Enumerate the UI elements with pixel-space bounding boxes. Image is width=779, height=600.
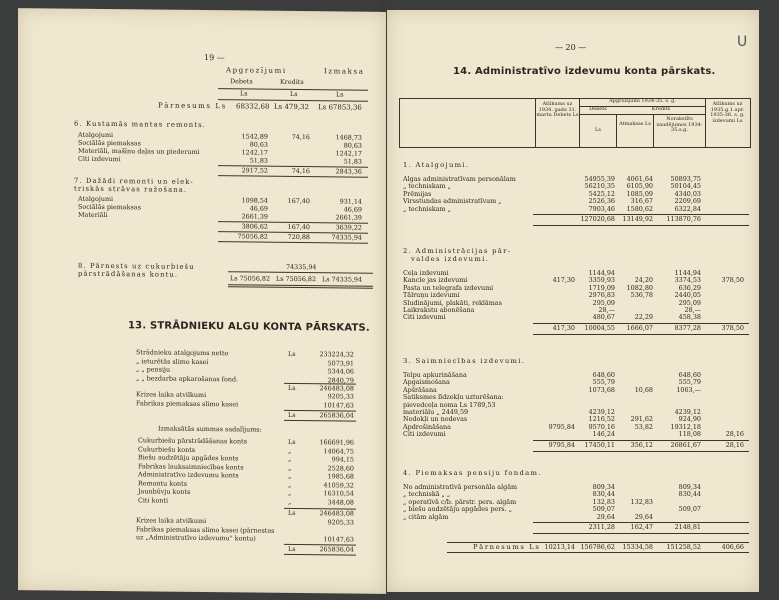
- ledger-debets: 1242,17: [241, 148, 268, 157]
- section-8-final-debets: Ls 75056,82: [230, 274, 271, 283]
- header-izmaksa: Izmaksa: [324, 67, 365, 76]
- expense-deb: 146,24: [592, 430, 615, 439]
- rule: [284, 420, 356, 422]
- wage-currency: Ls: [288, 410, 296, 419]
- expense-last: 378,50: [721, 276, 744, 285]
- page-number: — 20 —: [555, 43, 587, 52]
- expense-label: „ techniskā „ „: [403, 490, 451, 499]
- page-number: 19 —: [204, 53, 225, 63]
- footer-noraksts: 151258,52: [666, 543, 701, 551]
- expense-deb: 9570,16: [588, 422, 615, 431]
- expense-label: Tālruņu izdevumi: [403, 291, 460, 300]
- wage-label: Cukurbiešu konts: [138, 444, 196, 454]
- expense-deb: 56210,35: [584, 182, 615, 191]
- expense-atm: 291,62: [630, 415, 653, 424]
- expense-last: 28,16: [725, 430, 744, 439]
- section-6-title: 6. Kustamās mantas remonts.: [74, 119, 206, 130]
- wage-label: Biešu audzētāju apgādes konts: [138, 453, 239, 463]
- section-title: 1. Atalgojumi.: [403, 161, 470, 169]
- wage-label: Strādnieku atalgojums netto: [136, 348, 229, 358]
- expense-nor: 555,79: [678, 378, 701, 387]
- section-title: valdes izdevumi.: [411, 255, 490, 263]
- expense-nor: 648,60: [678, 371, 701, 379]
- margin-mark: U: [737, 34, 748, 50]
- expense-nor: 458,38: [678, 313, 701, 322]
- ledger-izmaksa: 51,83: [343, 157, 362, 166]
- wage-subtotal: 246483,08: [319, 509, 354, 518]
- expense-deb: 4239,12: [588, 408, 615, 416]
- expense-nor: 924,90: [678, 415, 701, 424]
- wage-currency: „: [288, 446, 292, 455]
- col-header-kredits: Kredits: [651, 106, 671, 112]
- col-header-group: Apgrozījumi 1934-35. s. g.: [609, 98, 676, 104]
- expense-deb: 2976,83: [588, 291, 615, 300]
- col-header-balance: Atlikums uz 1934. gada 31. martu Debets Ls: [536, 101, 579, 119]
- section-14-heading: 14. Administratīvo izdevumu konta pārskats.: [453, 66, 716, 77]
- expense-label: Pasta un telegrafa izdevumi: [403, 283, 494, 292]
- expense-deb: 28,—: [598, 306, 615, 314]
- carry-over-kredits: Ls 479,32: [274, 102, 309, 112]
- carry-over-izmaksa: Ls 67853,36: [318, 103, 362, 112]
- section-13-heading: 13. STRĀDNIEKU ALGU KONTA PĀRSKATS.: [128, 320, 370, 334]
- wage-label: Fabrikas lauksaimniecības konts: [138, 461, 244, 471]
- wage-currency: Ls: [288, 349, 296, 358]
- ledger-kredits: 74,16: [291, 132, 310, 142]
- expense-atm: 1085,09: [626, 189, 653, 198]
- section-8-amount: 74335,94: [286, 262, 317, 272]
- wage-value: 166691,96: [319, 438, 354, 447]
- wage-value: 1985,68: [327, 472, 354, 481]
- expense-deb: 54955,39: [584, 175, 615, 183]
- rule: [218, 175, 368, 178]
- header-ls: Ls: [290, 89, 298, 99]
- ledger-total-debets: 2917,52: [241, 166, 268, 175]
- expense-nor: 809,34: [678, 483, 701, 491]
- expense-label: pievedceļa noma Ls 1789,53: [403, 400, 496, 409]
- section-total-nor: 8377,28: [674, 323, 701, 332]
- section-total-atm: 356,12: [630, 440, 653, 449]
- expense-nor: 636,29: [678, 283, 701, 292]
- section-title: 3. Saimniecības izdevumi.: [403, 357, 526, 365]
- col-header-last: Atlikums uz 1935.g.1.apr. 1935-36. s. g. izdevumi Ls: [710, 101, 745, 124]
- rule: [228, 286, 373, 289]
- expense-nor: 28,—: [684, 306, 701, 314]
- col-header-noraksts: Norakstīts zaudējumos 1934-35.s.g.: [656, 116, 703, 134]
- wage-label: Administratīvo izdevumu konts: [138, 470, 239, 480]
- expense-label: Ceļa izdevumi: [403, 269, 449, 277]
- ledger-label: Atalgojumi: [78, 130, 114, 140]
- expense-deb: 132,83: [592, 497, 615, 506]
- wage-value: 16310,54: [323, 489, 354, 498]
- ledger-grand-debets: 75056,82: [237, 232, 268, 241]
- ledger-total-debets: 3806,62: [241, 222, 268, 231]
- wage-label: Cukurbiešu pārstrādāšanas konts: [138, 436, 247, 446]
- expense-label: Apdrošināšana: [403, 422, 451, 431]
- section-total-nor: 113870,76: [666, 215, 701, 223]
- footer-debets: 156786,62: [580, 543, 615, 551]
- expense-nor: 4239,12: [674, 408, 701, 416]
- rule: [533, 225, 749, 226]
- wage-currency: „: [288, 480, 292, 489]
- section-total-last: 378,50: [721, 323, 744, 332]
- right-page: [387, 10, 759, 592]
- expense-deb: 2526,36: [588, 197, 615, 206]
- ledger-izmaksa: 46,69: [343, 205, 362, 214]
- section-total-nor: 2148,81: [674, 523, 701, 531]
- section-8-title: 8. Pārnests uz cukurbiešu: [78, 261, 195, 271]
- ledger-izmaksa: 2661,39: [335, 213, 362, 222]
- expense-atm: 6105,90: [626, 182, 653, 191]
- rule: [533, 533, 749, 534]
- wage-value: 5073,91: [327, 358, 354, 368]
- section-total-nor: 26861,67: [670, 440, 701, 449]
- expense-nor: 830,44: [678, 490, 701, 499]
- rule: [447, 552, 749, 553]
- section-total-deb: 127020,68: [580, 215, 615, 223]
- expense-nor: 6322,84: [674, 204, 701, 213]
- expense-atm: 29,64: [634, 512, 653, 521]
- expense-nor: 1144,94: [674, 269, 701, 277]
- carry-over-debets: 68332,68: [236, 102, 270, 111]
- expense-label: materiālu „ 2449,59: [403, 408, 469, 416]
- ledger-total-izmaksa: 2843,36: [335, 167, 362, 176]
- expense-atm: 4061,64: [626, 175, 653, 183]
- section-total-deb: 17450,11: [584, 440, 615, 449]
- rule: [616, 114, 617, 147]
- ledger-label: Materiāli: [78, 210, 108, 220]
- wage-total: 265836,04: [319, 411, 354, 420]
- wage-label: Fabrikas piemaksas slimo kasei (pārnestas: [136, 524, 275, 535]
- header-apgrozijumi: Apgrozījumi: [226, 66, 287, 75]
- rule: [284, 554, 356, 556]
- expense-nor: 3374,53: [674, 276, 701, 285]
- wage-value: 14064,75: [323, 446, 354, 456]
- section-total-a: 417,30: [552, 323, 575, 332]
- ledger-total-kredits: 167,40: [287, 222, 310, 232]
- wage-currency: „: [288, 497, 292, 506]
- ledger-debets: 2661,39: [241, 212, 268, 221]
- expense-atm: 22,29: [634, 313, 653, 322]
- expense-deb: 555,79: [592, 378, 615, 387]
- expense-label: Apgaismošana: [403, 378, 450, 387]
- wage-label: Krizes laika atvilkumi: [136, 516, 207, 526]
- expense-label: Sludinājumi, plakāti, reklāmas: [403, 298, 502, 307]
- expense-nor: 295,09: [678, 298, 701, 307]
- expense-label: Algas administratīvam personālam: [403, 175, 516, 183]
- expense-nor: 50104,45: [670, 182, 701, 191]
- header-debets: Debets: [230, 77, 253, 86]
- expense-nor: 2209,69: [674, 197, 701, 206]
- expense-nor: 19312,18: [670, 422, 701, 431]
- expense-label: Nodokļi un nodevas: [403, 415, 468, 424]
- expense-deb: 3359,93: [588, 276, 615, 285]
- expense-deb: 1144,94: [588, 269, 615, 277]
- expense-nor: 118,08: [678, 430, 701, 439]
- expense-deb: 509,07: [592, 505, 615, 514]
- col-header-ls: Ls: [595, 127, 601, 133]
- wage-label: „ „ bezdarba apkarošanas fond.: [136, 373, 239, 383]
- expense-nor: 50893,75: [670, 175, 701, 183]
- section-total-last: 28,16: [725, 440, 744, 449]
- expense-atm: 132,83: [630, 497, 653, 506]
- section-total-deb: 2311,28: [588, 523, 615, 531]
- ledger-label: Sociālās piemaksas: [78, 138, 141, 148]
- col-header-debets: Debets: [589, 106, 607, 112]
- wage-currency: „: [288, 471, 292, 480]
- section-title: 2. Administrācijas pār-: [403, 247, 512, 255]
- wage-currency: Ls: [288, 508, 296, 517]
- wage-label: Krizes laika atvilkumi: [136, 390, 207, 400]
- ledger-label: Materiāli, mašīnu daļas un piederumi: [78, 146, 200, 156]
- wage-value: 2840,79: [327, 375, 354, 385]
- expense-atm: 316,67: [630, 197, 653, 206]
- footer-label: Pārnesums Ls: [473, 543, 541, 551]
- expense-atm: 1082,80: [626, 283, 653, 292]
- wage-value: 994,15: [331, 455, 354, 464]
- wage-value: 233224,32: [319, 350, 354, 359]
- footer-atmaksas: 15334,58: [622, 543, 653, 551]
- expense-label: Citi izdevumi: [403, 430, 446, 439]
- expense-deb: 29,64: [596, 512, 615, 521]
- expense-deb: 480,67: [592, 313, 615, 322]
- expense-label: „ citām algām: [403, 512, 449, 521]
- expense-label: Telpu apkurināšana: [403, 371, 467, 379]
- ledger-total-kredits: 74,16: [291, 166, 310, 176]
- expense-label: Citi izdevumi: [403, 313, 446, 322]
- wage-label: Remontu konts: [138, 478, 188, 488]
- expense-nor: 4340,03: [674, 189, 701, 198]
- distribution-title: Izmaksātās summas sadalījums:: [158, 424, 262, 434]
- wage-label: uz „Administratīvo izdevumu" kontu): [136, 533, 256, 543]
- ledger-debets: 80,63: [249, 140, 268, 149]
- expense-nor: 2440,05: [674, 291, 701, 300]
- left-page: [18, 8, 386, 594]
- rule: [533, 334, 749, 335]
- ledger-label: Sociālās piemaksas: [78, 202, 141, 212]
- wage-subtotal: 246483,08: [319, 384, 354, 393]
- wage-label: „ ieturētās slimo kasei: [136, 356, 209, 366]
- expense-nor: 1063,—: [676, 385, 701, 394]
- wage-value: 9205,33: [327, 518, 354, 527]
- expense-label: „ techniskam „: [403, 204, 451, 213]
- ledger-debets: 1542,89: [241, 132, 268, 141]
- expense-deb: 1073,68: [588, 385, 615, 394]
- ledger-label: Atalgojumi: [78, 194, 114, 204]
- section-7-title: triskās strāvas ražošana.: [74, 184, 188, 194]
- wage-value: 10147,63: [323, 535, 354, 544]
- rule: [579, 114, 705, 115]
- ledger-izmaksa: 1242,17: [335, 149, 362, 158]
- section-total-deb: 10004,55: [584, 323, 615, 332]
- header-ls: Ls: [336, 90, 344, 99]
- rule: [218, 99, 368, 102]
- ledger-grand-kredits: 720,88: [287, 232, 310, 242]
- expense-label: Kancle jas izdevumi: [403, 276, 468, 285]
- expense-label: „ biešu audzētāju apgādes pers. „: [403, 505, 512, 514]
- expense-deb: 5425,12: [588, 189, 615, 198]
- expense-deb: 1216,52: [588, 415, 615, 424]
- wage-currency: „: [288, 454, 292, 463]
- section-8-title: pārstrādāšanas kontu.: [78, 269, 179, 279]
- section-total-a: 9795,84: [548, 440, 575, 449]
- rule: [228, 271, 373, 274]
- section-total-atm: 1666,07: [626, 323, 653, 332]
- section-7-title: 7. Dažādi remonti un elek-: [74, 176, 194, 186]
- expense-atm: 536,78: [630, 291, 653, 300]
- expense-label: Prēmijas: [403, 189, 432, 198]
- expense-a: 9795,84: [548, 422, 575, 431]
- expense-nor: 509,07: [678, 505, 701, 514]
- ledger-izmaksa: 931,14: [339, 197, 362, 206]
- rule: [218, 241, 368, 244]
- section-8-final-kredits: Ls 75056,82: [276, 274, 317, 284]
- ledger-izmaksa: 80,63: [343, 141, 362, 150]
- header-ls: Ls: [240, 89, 248, 98]
- expense-label: Laikrakstu abonēšana: [403, 306, 475, 314]
- expense-deb: 809,34: [592, 483, 615, 491]
- footer-balance: 10213,14: [544, 543, 575, 551]
- expense-label: Virsstundas administratīvam „: [403, 197, 502, 206]
- expense-label: No administratīvā personāla algām: [403, 483, 518, 491]
- expense-atm: 24,20: [634, 276, 653, 285]
- expense-deb: 295,09: [592, 298, 615, 307]
- carry-over-label: Pārnesums Ls: [158, 101, 227, 111]
- wage-value: 10147,63: [323, 400, 354, 410]
- wage-value: 5344,06: [327, 367, 354, 376]
- expense-deb: 7903,46: [588, 204, 615, 213]
- wage-label: Fabrikas piemaksas slimo kasei: [136, 398, 239, 408]
- ledger-total-izmaksa: 3639,22: [335, 223, 362, 232]
- wage-value: 41059,32: [323, 480, 354, 490]
- wage-label: „ „ pensiju: [136, 365, 171, 374]
- expense-deb: 830,44: [592, 490, 615, 499]
- ledger-kredits: 167,40: [287, 196, 310, 206]
- ledger-label: Citi izdevumi: [78, 154, 121, 164]
- footer-last: 406,66: [721, 543, 744, 551]
- expense-a: 417,30: [552, 276, 575, 285]
- wage-currency: Ls: [288, 383, 296, 392]
- wage-label: Jaunbūvju konts: [138, 487, 191, 496]
- rule: [533, 451, 749, 452]
- ledger-debets: 46,69: [249, 204, 268, 213]
- section-title: 4. Piemaksas pensiju fondam.: [403, 469, 542, 477]
- expense-label: „ techniskam „: [403, 182, 451, 191]
- wage-currency: „: [288, 463, 292, 472]
- expense-atm: 1580,62: [626, 204, 653, 213]
- wage-currency: Ls: [288, 544, 296, 553]
- expense-label: „ operatīvā c/b. pārstr. pers. algām: [403, 497, 517, 506]
- section-total-atm: 13149,92: [622, 215, 653, 223]
- wage-currency: „: [288, 488, 292, 497]
- wage-total: 265836,04: [319, 545, 354, 554]
- wage-value: 2528,60: [327, 463, 354, 473]
- wage-value: 3448,08: [327, 497, 354, 507]
- section-total-atm: 162,47: [630, 523, 653, 531]
- col-header-atmaksas: Atmaksas Ls: [619, 121, 651, 127]
- wage-label: Citi konti: [138, 495, 169, 505]
- expense-atm: 53,82: [634, 422, 653, 431]
- expense-deb: 1719,09: [588, 283, 615, 292]
- header-kredits: Kredits: [280, 77, 304, 87]
- ledger-debets: 1098,54: [241, 196, 268, 205]
- wage-value: 9205,33: [327, 392, 354, 401]
- ledger-izmaksa: 1468,73: [335, 133, 362, 142]
- section-8-final-izmaksa: Ls 74335,94: [322, 275, 363, 284]
- expense-deb: 648,60: [592, 371, 615, 379]
- expense-atm: 10,68: [634, 385, 653, 394]
- ledger-debets: 51,83: [249, 156, 268, 165]
- ledger-grand-izmaksa: 74335,94: [331, 233, 362, 242]
- expense-label: Satiksmes līdzekļu uzturēšana:: [403, 393, 504, 402]
- wage-currency: Ls: [288, 437, 296, 446]
- expense-label: Apšrāšana: [403, 385, 437, 394]
